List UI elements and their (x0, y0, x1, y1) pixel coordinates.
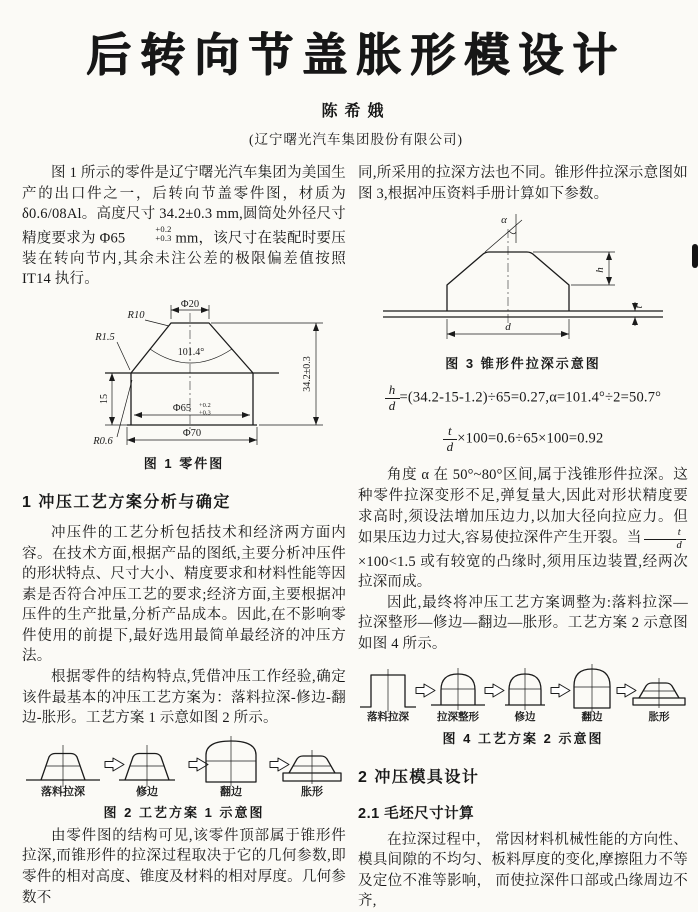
tolerance-upper: +0.2 (155, 223, 172, 234)
dim-wall15-label: 15 (99, 393, 110, 404)
paragraph-angle-discussion (358, 465, 688, 592)
section-2-1-heading: 2.1 毛坯尺寸计算 (358, 805, 475, 822)
dim-r10-label: R10 (127, 309, 145, 321)
dim-height-label: 34.2±0.3 (302, 356, 313, 392)
section-1-heading: 1 冲压工艺方案分析与确定 (22, 493, 231, 511)
intro-text-a: 图 1 所示的零件是辽宁曙光汽车集团为美国生产的出口件之一，后转向节盖零件图，材质为 δ0.6/08Al。高度尺寸 34.2±0.3 mm,圆筒处外径尺寸精度要求为 Φ65 (22, 165, 346, 247)
dim-phi65-label: Φ65 (172, 402, 192, 414)
formula-1-body: =(34.2-15-1.2)÷65=0.27,α=101.4°÷2=50.7° (399, 389, 662, 406)
paragraph-blank-size: 在拉深过程中， 常因材料机械性能的方向性、模具间隙的不均匀、板料厚度的变化,摩擦阻力不等及定位不准等影响， 而使拉深件口部或凸缘周边不齐, (358, 831, 688, 910)
fig4-step-4-label: 翻边 (581, 710, 603, 723)
figure-3-caption: 图 3 锥形件拉深示意图 (445, 356, 601, 372)
right-column (358, 163, 688, 912)
paragraph-process-analysis: 冲压件的工艺分析包括技术和经济两方面内容。在技术方面,根据产品的图纸,主要分析冲压件的形状特点、尺寸大小、精度要求和材料性能等因素是否符合冲压工艺的要求;经济方面,主要根据冲压件的生产批量,分析产品成本。因此,在不影响零件使用的前提下,最好选用最简单最经济的冲压方法。 (22, 524, 346, 665)
figure-1-part-drawing (33, 297, 335, 449)
paragraph-continuation: 同,所采用的拉深方法也不同。锥形件拉深示意图如图 3,根据冲压资料手册计算如下参数。 (358, 165, 688, 202)
fig2-step-4-label: 胀形 (301, 785, 323, 798)
fig3-h-label: h (594, 267, 606, 273)
formula-h-over-d (358, 383, 688, 413)
figure-1 (22, 297, 346, 472)
fraction-t-d: $\frac{t}{d}$ (443, 424, 458, 454)
dim-r1-5-label: R1.5 (95, 331, 115, 343)
intro-text-b: mm，该尺寸在装配时要压装在转向节内,其余未注公差的极限偏差值按照 IT14 执行。 (22, 230, 347, 288)
fig2-step-2-label: 修边 (136, 785, 158, 798)
affiliation: (辽宁曙光汽车集团股份有限公司) (249, 132, 463, 147)
dim-phi65-tol-lower: +0.3 (199, 409, 211, 417)
figure-4 (358, 662, 688, 747)
formula-t-over-d (358, 424, 688, 454)
dim-angle-label: 101.4° (177, 346, 205, 358)
fig3-d-label: d (505, 321, 511, 334)
fig3-alpha-label: α (501, 214, 507, 227)
tolerance-lower: +0.3 (155, 233, 172, 244)
figure-1-caption: 图 1 零件图 (143, 455, 225, 471)
figure-3 (358, 211, 688, 372)
tolerance-stack (126, 225, 171, 244)
dim-phi65-tol-upper: +0.2 (199, 401, 211, 409)
dim-phi20-label: Φ20 (180, 298, 200, 310)
fig2-step-1-label: 落料拉深 (41, 785, 85, 798)
paragraph-cone-analysis: 由零件图的结构可见,该零件顶部属于锥形件拉深,而锥形件的拉深过程取决于它的几何参数,即零件的相对高度、锥度及材料的相对厚度。几何参数不 (22, 827, 346, 906)
figure-2 (22, 736, 346, 821)
fraction-h-d: $\frac{h}{d}$ (385, 383, 400, 413)
section-2-heading: 2 冲压模具设计 (358, 768, 480, 786)
two-column-body (22, 163, 690, 912)
angle-text-b: ×100<1.5 或有较宽的凸缘时,须用压边装置,经两次拉深而成。 (358, 553, 688, 591)
page-title: 后转向节盖胀形模设计 (85, 30, 626, 80)
angle-text-a: 角度 α 在 50°~80°区间,属于浅锥形件拉深。这种零件拉深变形不足,弹复量大,因此对形状精度要求高时,须设法增加压边力,以加大径向拉应力。但如果压边力过大,容易使拉深件产生开裂。当 (358, 467, 688, 546)
fig4-step-2-label: 拉深整形 (437, 710, 479, 723)
figure-4-caption: 图 4 工艺方案 2 示意图 (442, 730, 604, 746)
figure-2-caption: 图 2 工艺方案 1 示意图 (103, 804, 265, 820)
dim-r0-6-label: R0.6 (93, 435, 113, 447)
fig4-step-5-label: 胀形 (648, 710, 670, 723)
fig4-step-3-label: 修边 (514, 710, 536, 723)
formula-2-body: ×100=0.6÷65×100=0.92 (457, 430, 604, 447)
inline-fraction-t-d: $\frac{t}{d}$ (644, 527, 686, 552)
dim-phi70-label: Φ70 (182, 427, 202, 439)
paragraph-scheme-1: 根据零件的结构特点,凭借冲压工作经验,确定该件最基本的冲压工艺方案为：落料拉深-修边-翻边-胀形。工艺方案 1 示意如图 2 所示。 (22, 669, 346, 727)
paragraph-intro (22, 163, 346, 290)
fig2-step-3-label: 翻边 (220, 785, 242, 798)
fig4-step-1-label: 落料拉深 (367, 710, 409, 723)
figure-3-cone-drawing (373, 211, 673, 349)
left-column (22, 163, 346, 912)
figure-2-process-drawing (23, 736, 345, 798)
paragraph-scheme-2: 因此,最终将冲压工艺方案调整为:落料拉深—拉深整形—修边—翻边—胀形。工艺方案 2 示意图如图 4 所示。 (358, 594, 688, 653)
fig3-t-label: t (634, 305, 645, 309)
scan-artifact (692, 244, 698, 268)
figure-4-process-drawing (358, 662, 688, 724)
author: 陈希娥 (321, 103, 391, 120)
